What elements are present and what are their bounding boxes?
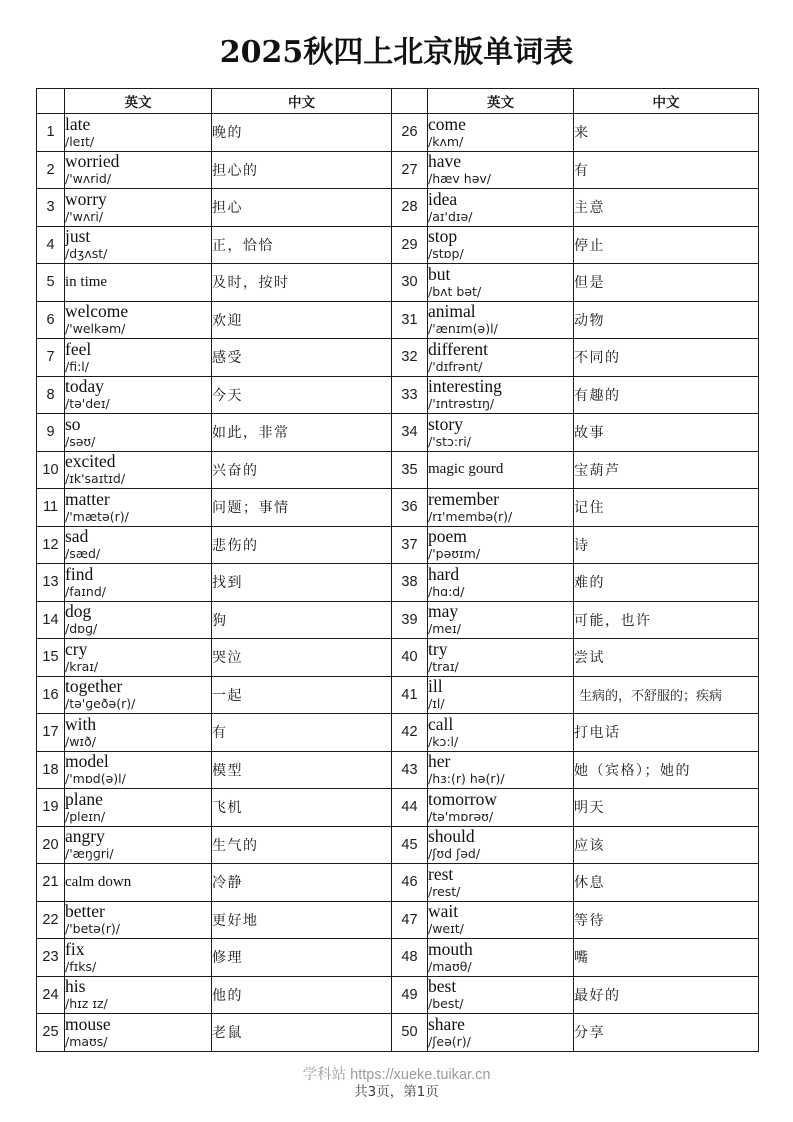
row-number: 1 — [37, 114, 65, 152]
phonetic-transcription: /'ɪntrəstɪŋ/ — [428, 396, 495, 412]
row-number: 32 — [392, 339, 428, 377]
phonetic-transcription: /hɪz ɪz/ — [65, 996, 108, 1012]
table-row — [37, 489, 759, 527]
phonetic-transcription: /'wʌri/ — [65, 208, 104, 224]
table-row — [37, 976, 759, 1014]
english-cell — [428, 639, 574, 677]
english-cell — [65, 714, 212, 752]
english-word: just — [65, 226, 91, 247]
row-number: 23 — [37, 939, 65, 977]
row-number: 18 — [37, 751, 65, 789]
chinese-meaning: 来 — [574, 114, 759, 152]
phonetic-transcription: /maʊθ/ — [428, 958, 472, 974]
chinese-column-header: 中文 — [574, 89, 759, 114]
chinese-meaning: 感受 — [212, 339, 392, 377]
phonetic-transcription: /rest/ — [428, 883, 461, 899]
english-word: excited — [65, 451, 116, 472]
chinese-meaning: 可能，也许 — [574, 601, 759, 639]
row-number: 25 — [37, 1014, 65, 1052]
english-cell — [65, 601, 212, 639]
english-word: his — [65, 976, 86, 997]
english-cell — [65, 226, 212, 264]
chinese-meaning: 休息 — [574, 864, 759, 902]
english-word: mouse — [65, 1013, 111, 1034]
chinese-meaning: 打电话 — [574, 714, 759, 752]
table-row — [37, 939, 759, 977]
english-cell — [65, 939, 212, 977]
table-row — [37, 564, 759, 602]
table-row — [37, 676, 759, 714]
page-footer — [0, 1066, 793, 1102]
phonetic-transcription: /sæd/ — [65, 546, 101, 562]
chinese-meaning: 故事 — [574, 414, 759, 452]
phonetic-transcription: /hɑ:d/ — [428, 583, 465, 599]
chinese-meaning: 今天 — [212, 376, 392, 414]
chinese-meaning: 但是 — [574, 264, 759, 302]
chinese-meaning: 问题；事情 — [212, 489, 392, 527]
chinese-column-header: 中文 — [212, 89, 392, 114]
english-cell — [65, 976, 212, 1014]
english-cell — [428, 414, 574, 452]
phonetic-transcription: /faɪnd/ — [65, 583, 106, 599]
chinese-meaning: 最好的 — [574, 976, 759, 1014]
english-word: angry — [65, 826, 105, 847]
english-word: fix — [65, 938, 85, 959]
table-row — [37, 451, 759, 489]
row-number: 7 — [37, 339, 65, 377]
row-number: 6 — [37, 301, 65, 339]
row-number: 37 — [392, 526, 428, 564]
row-number: 21 — [37, 864, 65, 902]
english-cell — [65, 789, 212, 827]
english-word: may — [428, 601, 459, 622]
chinese-meaning: 正，恰恰 — [212, 226, 392, 264]
row-number: 50 — [392, 1014, 428, 1052]
table-row — [37, 789, 759, 827]
row-number: 30 — [392, 264, 428, 302]
english-word: different — [428, 338, 488, 359]
chinese-meaning: 狗 — [212, 601, 392, 639]
number-column-header — [37, 89, 65, 114]
chinese-meaning: 冷静 — [212, 864, 392, 902]
english-cell — [428, 751, 574, 789]
phonetic-transcription: /dʒʌst/ — [65, 246, 108, 262]
row-number: 15 — [37, 639, 65, 677]
chinese-meaning: 难的 — [574, 564, 759, 602]
number-column-header — [392, 89, 428, 114]
english-word: call — [428, 713, 454, 734]
english-word: her — [428, 751, 451, 772]
phonetic-transcription: /ʃeə(r)/ — [428, 1033, 471, 1049]
row-number: 26 — [392, 114, 428, 152]
phonetic-transcription: /wɪð/ — [65, 733, 96, 749]
phonetic-transcription: /best/ — [428, 996, 464, 1012]
phonetic-transcription: /maʊs/ — [65, 1033, 108, 1049]
english-word: worried — [65, 151, 120, 172]
chinese-meaning: 生气的 — [212, 826, 392, 864]
english-word: tomorrow — [428, 788, 498, 809]
phonetic-transcription: /kraɪ/ — [65, 658, 99, 674]
row-number: 31 — [392, 301, 428, 339]
chinese-meaning: 飞机 — [212, 789, 392, 827]
english-word: today — [65, 376, 104, 397]
chinese-meaning: 修理 — [212, 939, 392, 977]
english-cell — [428, 226, 574, 264]
english-word: in time — [65, 273, 108, 290]
table-row — [37, 151, 759, 189]
row-number: 5 — [37, 264, 65, 302]
phonetic-transcription: /'æŋɡri/ — [65, 846, 114, 862]
phonetic-transcription: /ʃʊd ʃəd/ — [428, 846, 481, 862]
english-word: best — [428, 976, 457, 997]
chinese-meaning: 更好地 — [212, 901, 392, 939]
row-number: 27 — [392, 151, 428, 189]
english-cell — [428, 376, 574, 414]
english-cell — [428, 301, 574, 339]
chinese-meaning: 明天 — [574, 789, 759, 827]
row-number: 41 — [392, 676, 428, 714]
chinese-meaning: 担心的 — [212, 151, 392, 189]
phonetic-transcription: /traɪ/ — [428, 658, 459, 674]
english-cell — [428, 564, 574, 602]
phonetic-transcription: /stɒp/ — [428, 246, 464, 262]
english-word: together — [65, 676, 123, 697]
english-cell — [428, 189, 574, 227]
row-number: 11 — [37, 489, 65, 527]
chinese-meaning: 有 — [574, 151, 759, 189]
row-number: 13 — [37, 564, 65, 602]
row-number: 24 — [37, 976, 65, 1014]
row-number: 19 — [37, 789, 65, 827]
english-word: animal — [428, 301, 476, 322]
phonetic-transcription: /'welkəm/ — [65, 321, 126, 337]
english-cell — [65, 451, 212, 489]
phonetic-transcription: /hɜ:(r) hə(r)/ — [428, 771, 505, 787]
phonetic-transcription: /tə'mɒrəʊ/ — [428, 808, 494, 824]
table-row — [37, 601, 759, 639]
english-cell — [65, 564, 212, 602]
english-cell — [65, 826, 212, 864]
english-word: interesting — [428, 376, 502, 397]
row-number: 39 — [392, 601, 428, 639]
row-number: 12 — [37, 526, 65, 564]
chinese-meaning: 记住 — [574, 489, 759, 527]
english-word: sad — [65, 526, 89, 547]
english-column-header: 英文 — [65, 89, 212, 114]
chinese-meaning: 等待 — [574, 901, 759, 939]
row-number: 17 — [37, 714, 65, 752]
table-row — [37, 114, 759, 152]
english-word: wait — [428, 901, 459, 922]
english-cell — [428, 114, 574, 152]
row-number: 14 — [37, 601, 65, 639]
table-row — [37, 639, 759, 677]
english-cell — [65, 339, 212, 377]
english-word: come — [428, 113, 466, 134]
phonetic-transcription: /pleɪn/ — [65, 808, 106, 824]
page-title: 2025秋四上北京版单词表 — [219, 35, 574, 70]
table-row — [37, 301, 759, 339]
row-number: 33 — [392, 376, 428, 414]
page-indicator: 共3页，第1页 — [354, 1083, 439, 1100]
row-number: 9 — [37, 414, 65, 452]
row-number: 44 — [392, 789, 428, 827]
table-row — [37, 826, 759, 864]
phonetic-transcription: /'ænɪm(ə)l/ — [428, 321, 498, 337]
english-word: feel — [65, 338, 92, 359]
english-word: find — [65, 563, 94, 584]
english-cell — [428, 864, 574, 902]
table-row — [37, 226, 759, 264]
chinese-meaning: 应该 — [574, 826, 759, 864]
english-word: ill — [428, 676, 443, 697]
english-word: story — [428, 413, 463, 434]
english-word: should — [428, 826, 475, 847]
phonetic-transcription: /səʊ/ — [65, 433, 96, 449]
english-word: rest — [428, 863, 454, 884]
row-number: 8 — [37, 376, 65, 414]
english-cell — [65, 414, 212, 452]
english-cell — [428, 451, 574, 489]
vocab-table-body — [37, 114, 759, 1052]
table-row — [37, 414, 759, 452]
english-word: welcome — [65, 301, 129, 322]
phonetic-transcription: /tə'ɡeðə(r)/ — [65, 696, 136, 712]
english-cell — [65, 489, 212, 527]
english-cell — [65, 1014, 212, 1052]
table-row — [37, 1014, 759, 1052]
phonetic-transcription: /'betə(r)/ — [65, 921, 120, 937]
chinese-meaning: 动物 — [574, 301, 759, 339]
english-word: have — [428, 151, 462, 172]
english-cell — [428, 789, 574, 827]
phonetic-transcription: /aɪ'dɪə/ — [428, 208, 473, 224]
row-number: 16 — [37, 676, 65, 714]
english-word: idea — [428, 188, 458, 209]
english-cell — [428, 601, 574, 639]
vocab-table — [36, 88, 759, 1052]
english-cell — [65, 264, 212, 302]
row-number: 46 — [392, 864, 428, 902]
table-row — [37, 189, 759, 227]
chinese-meaning: 晚的 — [212, 114, 392, 152]
english-word: worry — [65, 188, 107, 209]
phonetic-transcription: /rɪ'membə(r)/ — [428, 508, 513, 524]
table-row — [37, 751, 759, 789]
phonetic-transcription: /'stɔ:ri/ — [428, 433, 471, 449]
english-cell — [65, 526, 212, 564]
english-cell — [65, 864, 212, 902]
phonetic-transcription: /tə'deɪ/ — [65, 396, 110, 412]
english-word: so — [65, 413, 81, 434]
english-cell — [65, 639, 212, 677]
english-word: calm down — [65, 873, 132, 890]
english-cell — [428, 676, 574, 714]
english-cell — [65, 376, 212, 414]
english-cell — [428, 1014, 574, 1052]
english-cell — [65, 114, 212, 152]
phonetic-transcription: /'pəʊɪm/ — [428, 546, 481, 562]
phonetic-transcription: /'wʌrid/ — [65, 171, 112, 187]
row-number: 42 — [392, 714, 428, 752]
chinese-meaning: 及时，按时 — [212, 264, 392, 302]
chinese-meaning: 老鼠 — [212, 1014, 392, 1052]
phonetic-transcription: /meɪ/ — [428, 621, 461, 637]
english-cell — [428, 264, 574, 302]
phonetic-transcription: /weɪt/ — [428, 921, 464, 937]
row-number: 3 — [37, 189, 65, 227]
chinese-meaning: 他的 — [212, 976, 392, 1014]
header-row — [37, 89, 759, 114]
english-cell — [65, 901, 212, 939]
chinese-meaning: 尝试 — [574, 639, 759, 677]
row-number: 29 — [392, 226, 428, 264]
phonetic-transcription: /fi:l/ — [65, 358, 89, 374]
english-word: poem — [428, 526, 467, 547]
chinese-meaning: 哭泣 — [212, 639, 392, 677]
phonetic-transcription: /dɒɡ/ — [65, 621, 98, 637]
phonetic-transcription: /kɔ:l/ — [428, 733, 459, 749]
row-number: 34 — [392, 414, 428, 452]
phonetic-transcription: /leɪt/ — [65, 133, 95, 149]
chinese-meaning: 她（宾格）；她的 — [574, 751, 759, 789]
english-word: cry — [65, 638, 88, 659]
english-word: remember — [428, 488, 499, 509]
chinese-meaning: 停止 — [574, 226, 759, 264]
english-word: hard — [428, 563, 460, 584]
table-row — [37, 526, 759, 564]
table-row — [37, 264, 759, 302]
chinese-meaning: 欢迎 — [212, 301, 392, 339]
row-number: 47 — [392, 901, 428, 939]
chinese-meaning: 有趣的 — [574, 376, 759, 414]
english-column-header: 英文 — [428, 89, 574, 114]
english-cell — [428, 826, 574, 864]
table-row — [37, 376, 759, 414]
english-cell — [65, 751, 212, 789]
english-word: model — [65, 751, 109, 772]
english-word: dog — [65, 601, 92, 622]
chinese-meaning: 不同的 — [574, 339, 759, 377]
phonetic-transcription: /'mɒd(ə)l/ — [65, 771, 126, 787]
row-number: 4 — [37, 226, 65, 264]
table-row — [37, 339, 759, 377]
phonetic-transcription: /'dɪfrənt/ — [428, 358, 483, 374]
english-cell — [428, 489, 574, 527]
chinese-meaning: 诗 — [574, 526, 759, 564]
phonetic-transcription: /kʌm/ — [428, 133, 464, 149]
english-word: try — [428, 638, 448, 659]
chinese-meaning: 担心 — [212, 189, 392, 227]
english-word: with — [65, 713, 97, 734]
phonetic-transcription: /bʌt bət/ — [428, 283, 482, 299]
english-word: stop — [428, 226, 458, 247]
row-number: 40 — [392, 639, 428, 677]
english-word: better — [65, 901, 105, 922]
chinese-meaning: 一起 — [212, 676, 392, 714]
row-number: 38 — [392, 564, 428, 602]
english-word: matter — [65, 488, 110, 509]
english-cell — [428, 901, 574, 939]
phonetic-transcription: /hæv həv/ — [428, 171, 492, 187]
english-cell — [428, 939, 574, 977]
chinese-meaning: 嘴 — [574, 939, 759, 977]
english-word: magic gourd — [428, 461, 504, 478]
chinese-meaning: 找到 — [212, 564, 392, 602]
row-number: 43 — [392, 751, 428, 789]
chinese-meaning: 宝葫芦 — [574, 451, 759, 489]
chinese-meaning: 悲伤的 — [212, 526, 392, 564]
row-number: 28 — [392, 189, 428, 227]
chinese-meaning: 如此，非常 — [212, 414, 392, 452]
english-cell — [65, 151, 212, 189]
english-cell — [428, 339, 574, 377]
chinese-meaning: 兴奋的 — [212, 451, 392, 489]
row-number: 10 — [37, 451, 65, 489]
row-number: 49 — [392, 976, 428, 1014]
phonetic-transcription: /'mætə(r)/ — [65, 508, 129, 524]
phonetic-transcription: /fɪks/ — [65, 958, 97, 974]
table-row — [37, 864, 759, 902]
row-number: 45 — [392, 826, 428, 864]
row-number: 48 — [392, 939, 428, 977]
english-word: share — [428, 1013, 465, 1034]
phonetic-transcription: /ɪk'saɪtɪd/ — [65, 471, 126, 487]
english-cell — [428, 526, 574, 564]
row-number: 35 — [392, 451, 428, 489]
english-word: late — [65, 113, 91, 134]
table-row — [37, 901, 759, 939]
chinese-meaning: 有 — [212, 714, 392, 752]
table-row — [37, 714, 759, 752]
chinese-meaning: 分享 — [574, 1014, 759, 1052]
english-cell — [428, 714, 574, 752]
chinese-meaning: 生病的，不舒服的；疾病 — [574, 676, 759, 714]
site-link[interactable]: 学科站 https://xueke.tuikar.cn — [302, 1066, 491, 1083]
english-cell — [65, 676, 212, 714]
phonetic-transcription: /ɪl/ — [428, 696, 445, 712]
english-cell — [65, 189, 212, 227]
english-word: mouth — [428, 938, 473, 959]
english-word: plane — [65, 788, 103, 809]
english-cell — [65, 301, 212, 339]
chinese-meaning: 模型 — [212, 751, 392, 789]
chinese-meaning: 主意 — [574, 189, 759, 227]
row-number: 20 — [37, 826, 65, 864]
row-number: 22 — [37, 901, 65, 939]
row-number: 2 — [37, 151, 65, 189]
english-cell — [428, 151, 574, 189]
english-cell — [428, 976, 574, 1014]
row-number: 36 — [392, 489, 428, 527]
english-word: but — [428, 263, 451, 284]
